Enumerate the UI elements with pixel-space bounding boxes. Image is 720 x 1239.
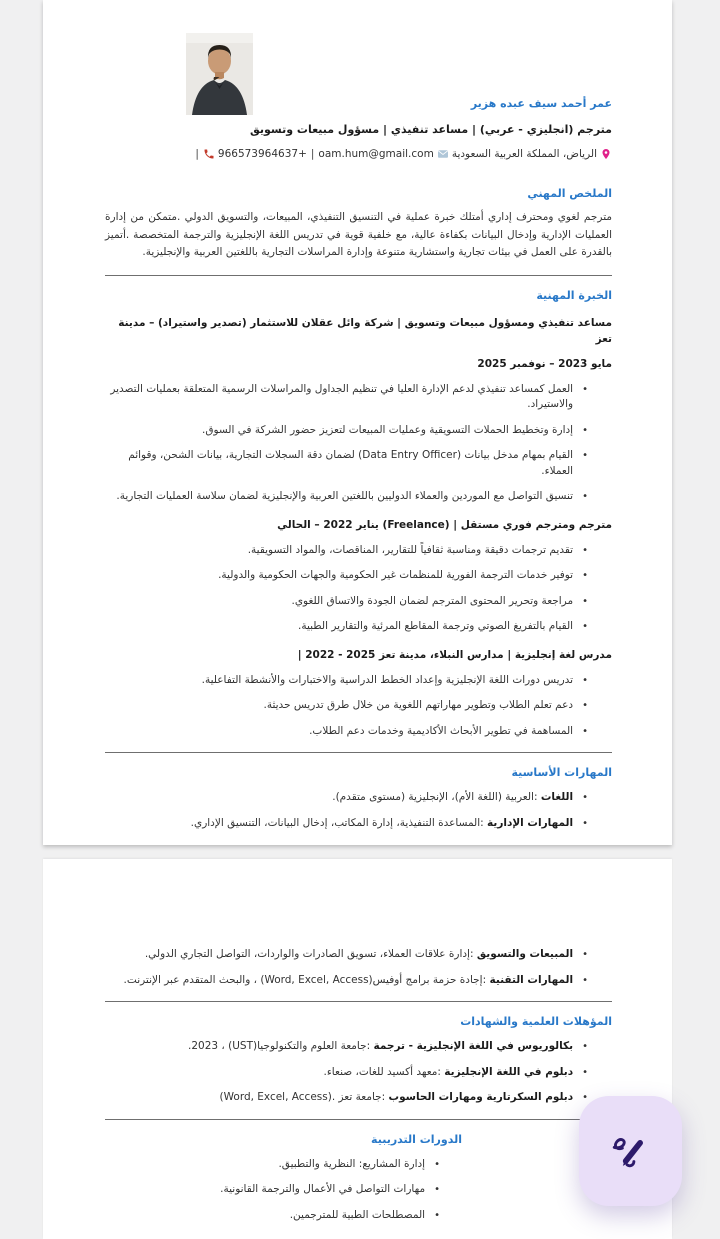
- bullet-marker: •: [434, 1209, 440, 1221]
- bullet-text: مراجعة وتحرير المحتوى المترجم لضمان الجودة والاتساق اللغوي.: [291, 594, 574, 607]
- bullet-text: المهارات الإدارية :المساعدة التنفيذية، إدارة المكاتب، إدخال البيانات، التنسيق الإداري.: [190, 816, 574, 829]
- contact-email: oam.hum@gmail.com: [318, 148, 434, 160]
- contact-separator: |: [310, 148, 315, 160]
- bullet-text: العمل كمساعد تنفيذي لدعم الإدارة العليا في تنظيم الجداول والمراسلات الرسمية المتعلقة بعمليات التصدير والاستيراد.: [110, 382, 574, 410]
- bullet-text: تنسيق التواصل مع الموردين والعملاء الدوليين باللغتين العربية والإنجليزية لضمان سلاسة العمليات التجارية.: [116, 490, 574, 502]
- bullet-marker: •: [582, 792, 588, 803]
- bullet-marker: •: [582, 544, 588, 556]
- bullet-item: [105, 1039, 612, 1055]
- section-heading: الملخص المهني: [527, 187, 612, 200]
- section-heading: الدورات التدريبية: [371, 1132, 462, 1146]
- bullet-text: المساهمة في تطوير الأبحاث الأكاديمية وخدمات دعم الطلاب.: [309, 724, 574, 737]
- profile-photo: [186, 33, 253, 115]
- bullet-item: [105, 1065, 612, 1081]
- resume-page-1: [43, 0, 672, 845]
- bullet-item: [105, 1090, 612, 1106]
- edit-fab-button[interactable]: [579, 1096, 682, 1206]
- job-title: مترجم ومترجم فوري مستقل | (Freelance) يناير 2022 – الحالي: [277, 518, 612, 531]
- bullet-text: دبلوم في اللغة الإنجليزية :معهد أكسيد للغات، صنعاء.: [323, 1065, 574, 1078]
- pin-icon: [600, 148, 612, 160]
- bullet-item: [105, 973, 612, 989]
- bullet-text: المصطلحات الطبية للمترجمين.: [289, 1208, 426, 1221]
- job-title: مدرس لغة إنجليزية | مدارس النبلاء، مدينة تعز 2025 - 2022 |: [297, 648, 612, 661]
- bullet-text: اللغات :العربية (اللغة الأم)، الإنجليزية (مستوى متقدم).: [332, 791, 574, 803]
- phone-icon: [203, 148, 215, 160]
- bullet-item: [105, 1157, 612, 1173]
- bullet-text: دبلوم السكرتارية ومهارات الحاسوب :جامعة تعز .(Word, Excel, Access): [219, 1091, 574, 1103]
- bullet-item: [105, 724, 612, 740]
- bullet-marker: •: [434, 1184, 440, 1195]
- bullet-text: تدريس دورات اللغة الإنجليزية وإعداد الخطط الدراسية والاختبارات والأنشطة التفاعلية.: [201, 673, 574, 686]
- bullet-item: [105, 698, 612, 714]
- bullet-marker: •: [582, 1066, 588, 1078]
- bullet-marker: •: [582, 1092, 588, 1103]
- bullet-text: القيام بمهام مدخل بيانات (Data Entry Officer) لضمان دقة السجلات التجارية، بيانات الشحن، وقوائم العملاء.: [128, 449, 574, 477]
- bullet-marker: •: [582, 491, 588, 502]
- bullet-text: القيام بالتفريغ الصوتي وترجمة المقاطع المرئية والتقارير الطبية.: [298, 620, 574, 632]
- bullet-marker: •: [582, 621, 588, 632]
- resume-page-2: [43, 859, 672, 1239]
- bullet-marker: •: [582, 725, 588, 737]
- contact-line: [194, 146, 612, 162]
- bullet-item: [105, 568, 612, 584]
- bullet-text: دعم تعلم الطلاب وتطوير مهاراتهم اللغوية من خلال طرق تدريس حديثة.: [263, 699, 574, 711]
- signature-pen-icon: [608, 1128, 654, 1174]
- bullet-marker: •: [582, 700, 588, 711]
- bullet-marker: •: [582, 424, 588, 436]
- bullet-text: المهارات التقنية :إجادة حزمة برامج أوفيس(Word, Excel, Access) ، والبحث المتقدم عبر الإنترنت.: [123, 973, 574, 986]
- contact-location: الرياض، المملكة العربية السعودية: [451, 148, 597, 160]
- envelope-icon: [437, 148, 449, 160]
- section-divider: [105, 752, 612, 753]
- bullet-item: [105, 790, 612, 806]
- bullet-marker: •: [582, 383, 588, 395]
- bullet-text: مهارات التواصل في الأعمال والترجمة القانونية.: [220, 1183, 426, 1195]
- bullet-item: [105, 594, 612, 610]
- bullet-text: المبيعات والتسويق :إدارة علاقات العملاء، تسويق الصادرات والواردات، التواصل التجاري الدولي.: [144, 948, 574, 960]
- job-date: مايو 2023 – نوفمبر 2025: [477, 357, 612, 370]
- page2-body: [105, 947, 612, 1223]
- bullet-text: إدارة المشاريع: النظرية والتطبيق.: [278, 1157, 426, 1170]
- section-divider: [105, 1001, 612, 1002]
- section-divider: [105, 1119, 612, 1120]
- job-title: مساعد تنفيذي ومسؤول مبيعات وتسويق | شركة وائل عقلان للاستثمار (تصدير واستيراد) – مدينة تعز: [118, 316, 612, 345]
- bullet-item: [105, 489, 612, 505]
- bullet-item: [105, 448, 612, 479]
- page1-body: [105, 187, 612, 831]
- bullet-item: [105, 1182, 612, 1198]
- bullet-item: [105, 619, 612, 635]
- bullet-marker: •: [582, 595, 588, 607]
- section-divider: [105, 275, 612, 276]
- bullet-marker: •: [434, 1158, 440, 1170]
- bullet-item: [105, 382, 612, 413]
- bullet-marker: •: [582, 974, 588, 986]
- bullet-text: بكالوريوس في اللغة الإنجليزية - ترجمة :جامعة العلوم والتكنولوجيا(UST) ، 2023.: [187, 1040, 574, 1052]
- bullet-item: [105, 673, 612, 689]
- candidate-name: عمر أحمد سيف عبده هزير: [470, 97, 612, 110]
- section-heading: المؤهلات العلمية والشهادات: [460, 1015, 612, 1028]
- bullet-text: توفير خدمات الترجمة الفورية للمنظمات غير الحكومية والجهات الحكومية والدولية.: [218, 569, 574, 581]
- bullet-item: [105, 1208, 612, 1224]
- contact-trailing-separator: |: [195, 148, 199, 160]
- bullet-marker: •: [582, 674, 588, 686]
- bullet-text: تقديم ترجمات دقيقة ومناسبة ثقافياً للتقارير، المناقصات، والمواد التسويقية.: [247, 543, 574, 556]
- bullet-item: [105, 423, 612, 439]
- section-heading: الخبرة المهنية: [536, 288, 612, 302]
- bullet-item: [105, 816, 612, 832]
- contact-phone: 966573964637+: [217, 148, 307, 160]
- bullet-marker: •: [582, 1041, 588, 1052]
- summary-paragraph: مترجم لغوي ومحترف إداري أمتلك خبرة عملية في التنسيق التنفيذي، المبيعات، والتسويق الدولي .متمكن من إدارة العمليات الإدارية وإدخال البيانات بكفاءة عالية، مع خلفية قوية في تدريس اللغة الإنجليزية والترجمة المتخصصة .أتميز بالقدرة على العمل في بيئات تجارية واستشارية متنوعة وإدارة المراسلات التجارية باللغتين العربية والإنجليزية.: [105, 211, 612, 258]
- bullet-marker: •: [582, 949, 588, 960]
- bullet-marker: •: [582, 570, 588, 581]
- bullet-text: إدارة وتخطيط الحملات التسويقية وعمليات المبيعات لتعزيز حضور الشركة في السوق.: [201, 423, 574, 436]
- candidate-title: مترجم (انجليزي - عربي) | مساعد تنفيذي | مسؤول مبيعات وتسويق: [249, 123, 612, 136]
- resume-header: [105, 0, 612, 174]
- bullet-marker: •: [582, 450, 588, 461]
- section-heading: المهارات الأساسية: [511, 766, 612, 779]
- bullet-item: [105, 947, 612, 963]
- bullet-marker: •: [582, 817, 588, 829]
- bullet-item: [105, 543, 612, 559]
